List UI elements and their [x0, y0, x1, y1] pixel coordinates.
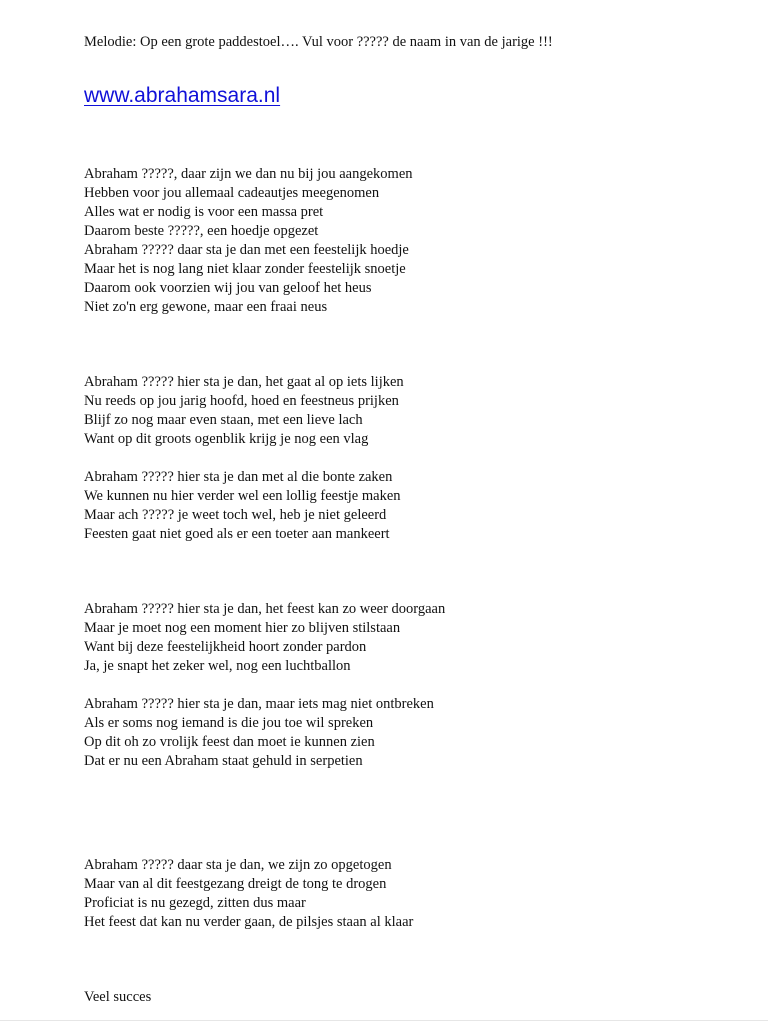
verse-line: Daarom beste ?????, een hoedje opgezet — [84, 223, 319, 239]
stanza-6 — [84, 856, 413, 932]
verse-line: Abraham ????? daar sta je dan met een feestelijk hoedje — [84, 242, 409, 258]
verse-line: Abraham ????? hier sta je dan met al die bonte zaken — [84, 469, 393, 485]
verse-line: Abraham ?????, daar zijn we dan nu bij jou aangekomen — [84, 166, 413, 182]
verse-line: Abraham ????? hier sta je dan, maar iets mag niet ontbreken — [84, 696, 434, 712]
verse-line: Maar van al dit feestgezang dreigt de tong te drogen — [84, 876, 387, 892]
verse-line: Proficiat is nu gezegd, zitten dus maar — [84, 895, 306, 911]
verse-line: Maar ach ????? je weet toch wel, heb je niet geleerd — [84, 507, 387, 523]
closing-line: Veel succes — [84, 989, 152, 1005]
verse-line: Daarom ook voorzien wij jou van geloof het heus — [84, 280, 372, 296]
stanza-3 — [84, 468, 401, 544]
verse-line: Het feest dat kan nu verder gaan, de pilsjes staan al klaar — [84, 914, 414, 930]
verse-line: Alles wat er nodig is voor een massa pret — [84, 204, 324, 220]
verse-line: Niet zo'n erg gewone, maar een fraai neus — [84, 299, 328, 315]
melody-instruction: Melodie: Op een grote paddestoel…. Vul voor ????? de naam in van de jarige !!! — [84, 34, 553, 50]
verse-line: Want bij deze feestelijkheid hoort zonder pardon — [84, 639, 367, 655]
page-bottom-divider — [0, 1020, 768, 1021]
verse-line: Dat er nu een Abraham staat gehuld in serpetien — [84, 753, 363, 769]
verse-line: Abraham ????? hier sta je dan, het feest kan zo weer doorgaan — [84, 601, 446, 617]
stanza-1 — [84, 165, 413, 317]
stanza-2 — [84, 373, 404, 449]
verse-line: We kunnen nu hier verder wel een lollig feestje maken — [84, 488, 401, 504]
verse-line: Feesten gaat niet goed als er een toeter aan mankeert — [84, 526, 390, 542]
website-link[interactable]: www.abrahamsara.nl — [84, 84, 281, 107]
verse-line: Maar je moet nog een moment hier zo blijven stilstaan — [84, 620, 401, 636]
verse-line: Hebben voor jou allemaal cadeautjes meegenomen — [84, 185, 380, 201]
verse-line: Maar het is nog lang niet klaar zonder feestelijk snoetje — [84, 261, 406, 277]
verse-line: Ja, je snapt het zeker wel, nog een luchtballon — [84, 658, 351, 674]
verse-line: Als er soms nog iemand is die jou toe wil spreken — [84, 715, 374, 731]
verse-line: Want op dit groots ogenblik krijg je nog een vlag — [84, 431, 369, 447]
verse-line: Nu reeds op jou jarig hoofd, hoed en feestneus prijken — [84, 393, 399, 409]
verse-line: Blijf zo nog maar even staan, met een lieve lach — [84, 412, 363, 428]
verse-line: Abraham ????? hier sta je dan, het gaat al op iets lijken — [84, 374, 404, 390]
stanza-5 — [84, 695, 434, 771]
stanza-4 — [84, 600, 445, 676]
verse-line: Abraham ????? daar sta je dan, we zijn zo opgetogen — [84, 857, 392, 873]
verse-line: Op dit oh zo vrolijk feest dan moet ie kunnen zien — [84, 734, 375, 750]
